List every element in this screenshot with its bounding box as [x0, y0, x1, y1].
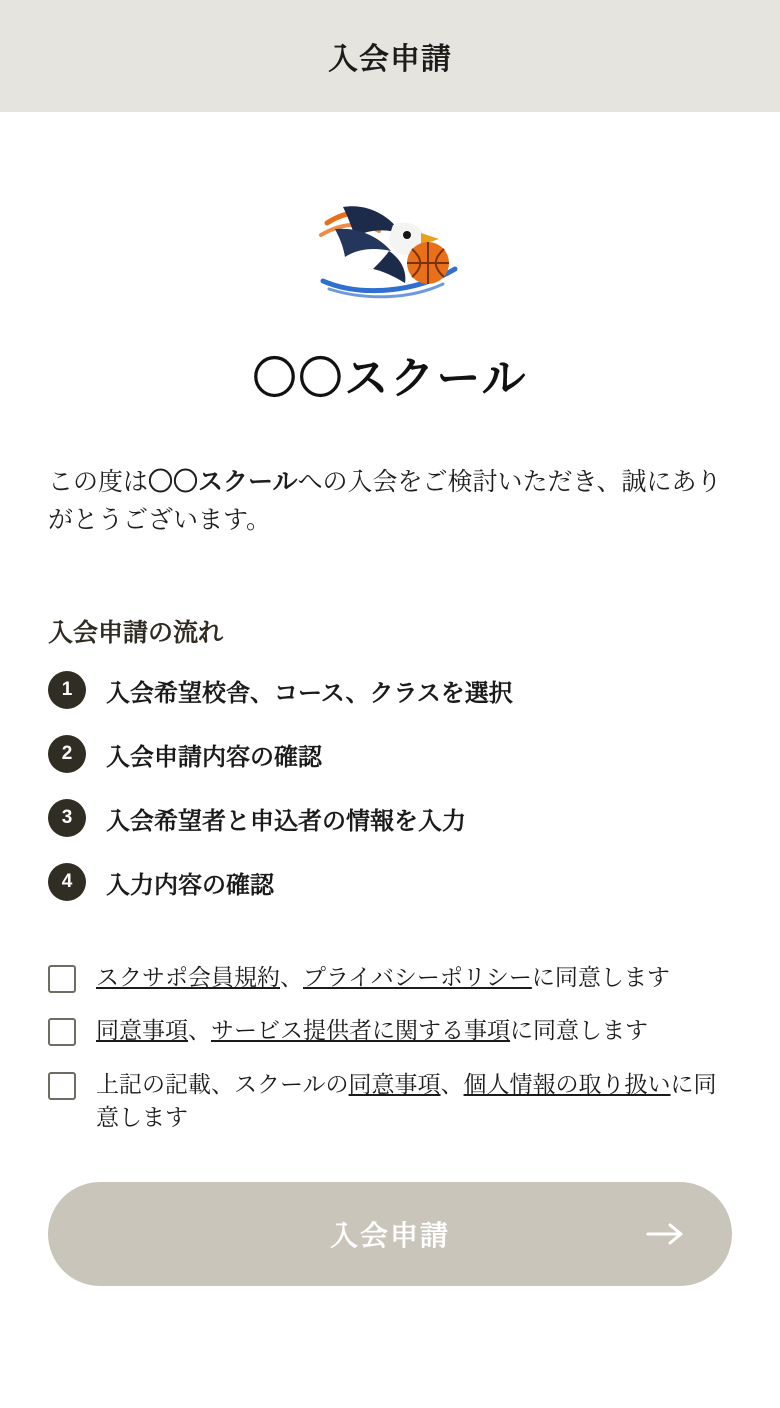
link-consent-items[interactable]: 同意事項: [96, 1017, 188, 1044]
intro-school-name: 〇〇スクール: [148, 468, 298, 496]
submit-application-button[interactable]: [48, 1182, 732, 1286]
intro-prefix: この度は: [48, 468, 149, 496]
flow-step: [48, 671, 732, 709]
school-name: 〇〇スクール: [252, 354, 528, 403]
step-label: 入力内容の確認: [106, 871, 274, 899]
flow-step: [48, 863, 732, 901]
agreement-prefix: 上記の記載、スクールの: [96, 1070, 349, 1097]
step-number-badge: 2: [48, 735, 86, 773]
agreement-label-2: [96, 1014, 648, 1047]
intro-text: [48, 464, 732, 539]
agreement-row-1[interactable]: [48, 961, 732, 994]
submit-container: [48, 1182, 732, 1286]
flow-step: [48, 799, 732, 837]
agreement-checkbox-2[interactable]: [48, 1018, 76, 1046]
page-content: [0, 112, 780, 1408]
agreement-label-3: [96, 1068, 732, 1135]
agreement-separator: 、: [188, 1017, 211, 1044]
agreement-row-3[interactable]: [48, 1068, 732, 1135]
agreement-checkbox-1[interactable]: [48, 965, 76, 993]
submit-button-label: 入会申請: [329, 1220, 450, 1252]
agreement-row-2[interactable]: [48, 1014, 732, 1047]
eagle-basketball-logo-icon: [315, 189, 465, 309]
intro-suffix: への入会をご検討いただき、誠にありがとうございます。: [48, 468, 722, 534]
page-header: [0, 0, 780, 112]
agreement-suffix: に同意します: [531, 964, 670, 990]
step-number-badge: 1: [48, 671, 86, 709]
step-number-badge: 3: [48, 799, 86, 837]
link-school-consent-items[interactable]: 同意事項: [348, 1070, 441, 1097]
agreement-separator: 、: [280, 964, 303, 990]
link-service-provider-items[interactable]: サービス提供者に関する事項: [211, 1017, 510, 1044]
page-title: 入会申請: [328, 43, 452, 76]
flow-steps: [48, 671, 732, 927]
agreement-suffix: に同意します: [510, 1017, 648, 1044]
link-privacy-policy[interactable]: プライバシーポリシー: [303, 964, 532, 990]
bottom-spacer: [48, 1286, 732, 1330]
arrow-right-icon: [646, 1221, 686, 1247]
link-personal-info-handling[interactable]: 個人情報の取り扱い: [463, 1070, 671, 1097]
agreement-suffix: に同意します: [96, 1070, 717, 1131]
agreement-separator: 、: [440, 1070, 464, 1097]
step-label: 入会希望校舎、コース、クラスを選択: [106, 679, 513, 707]
agreement-label-1: [96, 961, 670, 994]
logo-container: [48, 184, 732, 314]
flow-step: [48, 735, 732, 773]
step-label: 入会希望者と申込者の情報を入力: [106, 807, 466, 835]
agreements-list: [48, 961, 732, 1154]
flow-section-title: 入会申請の流れ: [48, 619, 224, 647]
agreement-checkbox-3[interactable]: [48, 1072, 76, 1100]
step-number-badge: 4: [48, 863, 86, 901]
link-membership-terms[interactable]: スクサポ会員規約: [96, 964, 280, 990]
step-label: 入会申請内容の確認: [106, 743, 322, 771]
